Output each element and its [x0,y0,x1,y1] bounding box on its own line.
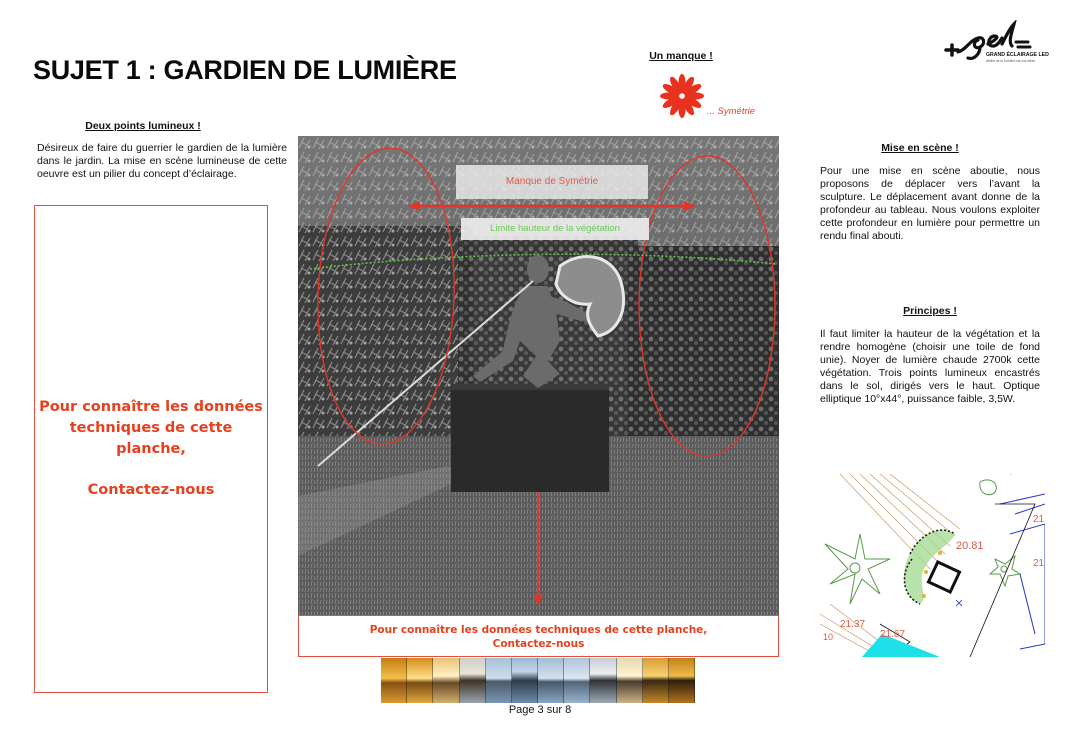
panorama-tile [486,658,512,703]
site-plan-drawing [820,474,1045,657]
symmetry-label: ... Symétrie [707,106,756,117]
panorama-tile [407,658,433,703]
contact-cta-box[interactable] [34,205,268,693]
manque-heading: Un manque ! [649,50,713,62]
red-flower-icon [660,74,704,118]
svg-text:21.67: 21.67 [880,629,906,640]
bottom-cta-message: Pour connaître les données techniques de cette planche, [369,624,708,636]
svg-text:20.81: 20.81 [956,540,984,552]
page-indicator: Page 3 sur 8 [508,704,572,716]
sculpture-photo [298,136,779,617]
panorama-tile [460,658,486,703]
svg-text:21: 21 [1033,514,1045,525]
svg-text:10: 10 [823,632,834,642]
gel-logo [944,20,1054,68]
mise-en-scene-text: Pour une mise en scène aboutie, nous proposons de déplacer vers l’avant la sculpture. Le déplacement avant donne de la profondeur au tableau. Nous voulons exploiter cette profondeur en lumière pour permettre un rendu final abouti. [820,165,1040,242]
left-section-text: Désireux de faire du guerrier le gardien de la lumière dans le jardin. La mise en scène lumineuse de cette oeuvre est un pilier du concept d’éclairage. [37,142,287,180]
panorama-tile [433,658,459,703]
panorama-tile [590,658,616,703]
principes-heading: Principes ! [903,305,957,317]
gel-logo-mark-icon [944,20,1054,68]
svg-text:21.37: 21.37 [840,619,866,630]
panorama-tile [564,658,590,703]
panorama-tile [538,658,564,703]
panorama-tile [617,658,643,703]
panorama-tile [512,658,538,703]
left-section-heading: Deux points lumineux ! [85,120,201,132]
svg-text:Atelier de la Lumière sur vos: Atelier de la Lumière sur vos Idées [986,59,1036,63]
panorama-tile [381,658,407,703]
bottom-contact-us-link[interactable]: Contactez-nous [492,638,585,650]
mise-en-scene-heading: Mise en scène ! [881,142,959,154]
panorama-tile [669,658,695,703]
cta-message: Pour connaître les données techniques de cette planche, [39,399,263,457]
panorama-strip [381,658,695,703]
symmetry-overlay-label: Manque de Symétrie [456,165,648,199]
panorama-tile [643,658,669,703]
contact-us-link[interactable]: Contactez-nous [87,482,215,498]
vegetation-overlay-label: Limite hauteur de la végétation [461,218,649,240]
bottom-contact-cta[interactable] [298,615,779,657]
principes-text: Il faut limiter la hauteur de la végétation et la rendre homogène (choisir une toile de fond unie). Noyer de lumière chaude 2700k cette végétation. Trois points lumineux encastrés dans le sol, dirigés vers le haut. Optique elliptique 10°x44°, puissance faible, 3,5W. [820,328,1040,405]
svg-text:21: 21 [1033,558,1045,569]
svg-text:GRAND ÉCLAIRAGE LED: GRAND ÉCLAIRAGE LED [986,52,1049,58]
page-title: SUJET 1 : GARDIEN DE LUMIÈRE [33,55,457,85]
